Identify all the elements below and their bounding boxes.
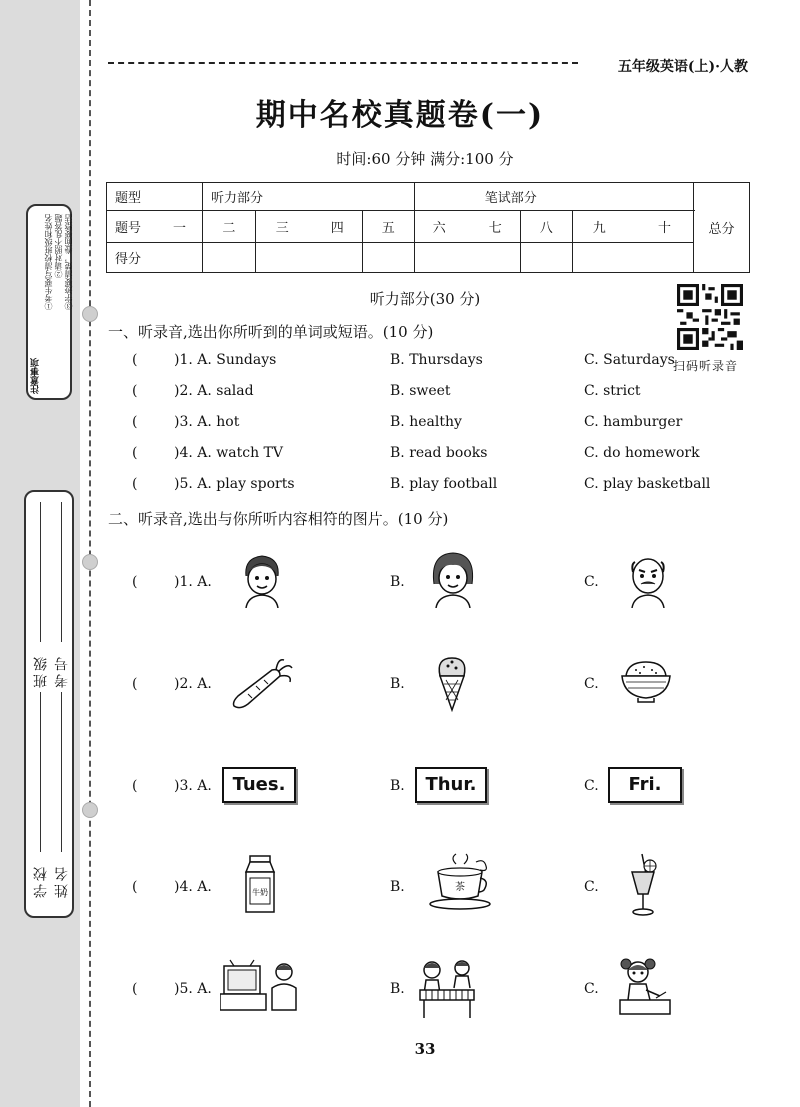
juice-glass-icon <box>626 852 660 916</box>
grade-label: 五年级英语(上)·人教 <box>617 59 748 75</box>
cell-num-9-10: 九 十 <box>572 211 693 243</box>
page-title: 期中名校真题卷(一) <box>255 98 545 133</box>
qr-caption: 扫码听录音 <box>673 359 739 373</box>
milk-label: 牛奶 <box>252 888 268 897</box>
name-field[interactable] <box>61 692 62 852</box>
note-line: ②请对照不乱答题 <box>54 214 63 278</box>
ice-cream-icon <box>434 654 470 712</box>
part2-heading: 二、听录音,选出与你所听内容相符的图片。(10 分) <box>108 510 449 528</box>
qr-code-icon[interactable] <box>677 284 743 350</box>
option-b: B. Thursdays <box>390 352 483 368</box>
notes-title: 注意事项 <box>31 358 41 394</box>
cell-num-6-7: 六 七 <box>414 211 520 243</box>
punch-hole <box>82 802 98 818</box>
exam-number-field[interactable] <box>61 502 62 642</box>
girl-writing-icon <box>616 956 672 1016</box>
boy-face-icon <box>240 552 284 608</box>
option-a: )5. A. <box>174 981 212 997</box>
option-c: C. <box>584 574 599 590</box>
option-a: )4. A. watch TV <box>174 445 283 461</box>
option-c: C. strict <box>584 383 641 399</box>
punch-hole <box>82 554 98 570</box>
cell-writing: 笔试部分 <box>414 183 693 211</box>
option-a: )3. A. hot <box>174 414 240 430</box>
day-card-thursday: Thur. <box>415 767 487 803</box>
play-piano-icon <box>416 958 478 1020</box>
option-b: B. <box>390 981 405 997</box>
listening-section-title: 听力部分(30 分) <box>369 290 481 308</box>
option-b: B. <box>390 676 405 692</box>
option-c: C. hamburger <box>584 414 683 430</box>
cell-number-label: 题号 一 <box>107 211 203 243</box>
option-c: C. do homework <box>584 445 700 461</box>
option-c: C. <box>584 676 599 692</box>
option-c: C. <box>584 981 599 997</box>
cell-num-2: 二 <box>203 211 256 243</box>
watch-tv-icon <box>220 958 302 1014</box>
girl-face-icon <box>430 550 476 608</box>
tea-label: 茶 <box>455 882 465 893</box>
option-a: )2. A. <box>174 676 212 692</box>
rice-bowl-icon <box>620 658 672 704</box>
school-field[interactable] <box>40 692 41 852</box>
class-field[interactable] <box>40 502 41 642</box>
score-input[interactable] <box>255 243 362 273</box>
part1-heading: 一、听录音,选出你所听到的单词或短语。(10 分) <box>108 323 434 341</box>
option-c: C. Saturdays <box>584 352 675 368</box>
cell-listening: 听力部分 <box>203 183 415 211</box>
cell-total: 总分 <box>694 183 750 273</box>
day-card-tuesday: Tues. <box>222 767 296 803</box>
header-dashline <box>108 62 578 64</box>
option-b: B. <box>390 879 405 895</box>
page-number: 33 <box>414 1040 436 1058</box>
cell-score-label: 得分 <box>107 243 203 273</box>
option-b: B. healthy <box>390 414 462 430</box>
score-input[interactable] <box>414 243 520 273</box>
student-info-box <box>24 490 74 918</box>
score-input[interactable] <box>520 243 572 273</box>
class-label: 班级 <box>33 654 49 688</box>
carrot-icon <box>228 656 294 710</box>
option-a: )1. A. Sundays <box>174 352 277 368</box>
name-label: 姓名 <box>54 864 70 898</box>
option-b: B. <box>390 778 405 794</box>
time-info: 时间:60 分钟 满分:100 分 <box>336 150 514 168</box>
cell-num-5: 五 <box>362 211 414 243</box>
option-c: C. <box>584 879 599 895</box>
score-input[interactable] <box>203 243 256 273</box>
option-a: )1. A. <box>174 574 212 590</box>
old-man-face-icon <box>626 550 670 608</box>
option-b: B. <box>390 574 405 590</box>
cell-type-label: 题型 <box>107 183 203 211</box>
option-c: C. <box>584 778 599 794</box>
option-a: )3. A. <box>174 778 212 794</box>
exam-number-label: 考号 <box>54 654 70 688</box>
option-b: B. sweet <box>390 383 451 399</box>
school-label: 学校 <box>33 864 49 898</box>
cell-num-3-4: 三 四 <box>255 211 362 243</box>
option-b: B. play football <box>390 476 498 492</box>
note-line: ③字迹要清楚，卷面要整洁 <box>64 214 73 310</box>
option-a: )4. A. <box>174 879 212 895</box>
score-table <box>106 182 750 273</box>
option-a: )5. A. play sports <box>174 476 295 492</box>
day-card-friday: Fri. <box>608 767 682 803</box>
option-a: )2. A. salad <box>174 383 254 399</box>
score-input[interactable] <box>572 243 693 273</box>
milk-carton-icon <box>240 854 280 914</box>
option-c: C. play basketball <box>584 476 711 492</box>
option-b: B. read books <box>390 445 488 461</box>
note-line: ①考生要写清校班级和姓名 <box>44 214 53 310</box>
score-input[interactable] <box>362 243 414 273</box>
cell-num-8: 八 <box>520 211 572 243</box>
tea-cup-icon <box>426 852 494 912</box>
